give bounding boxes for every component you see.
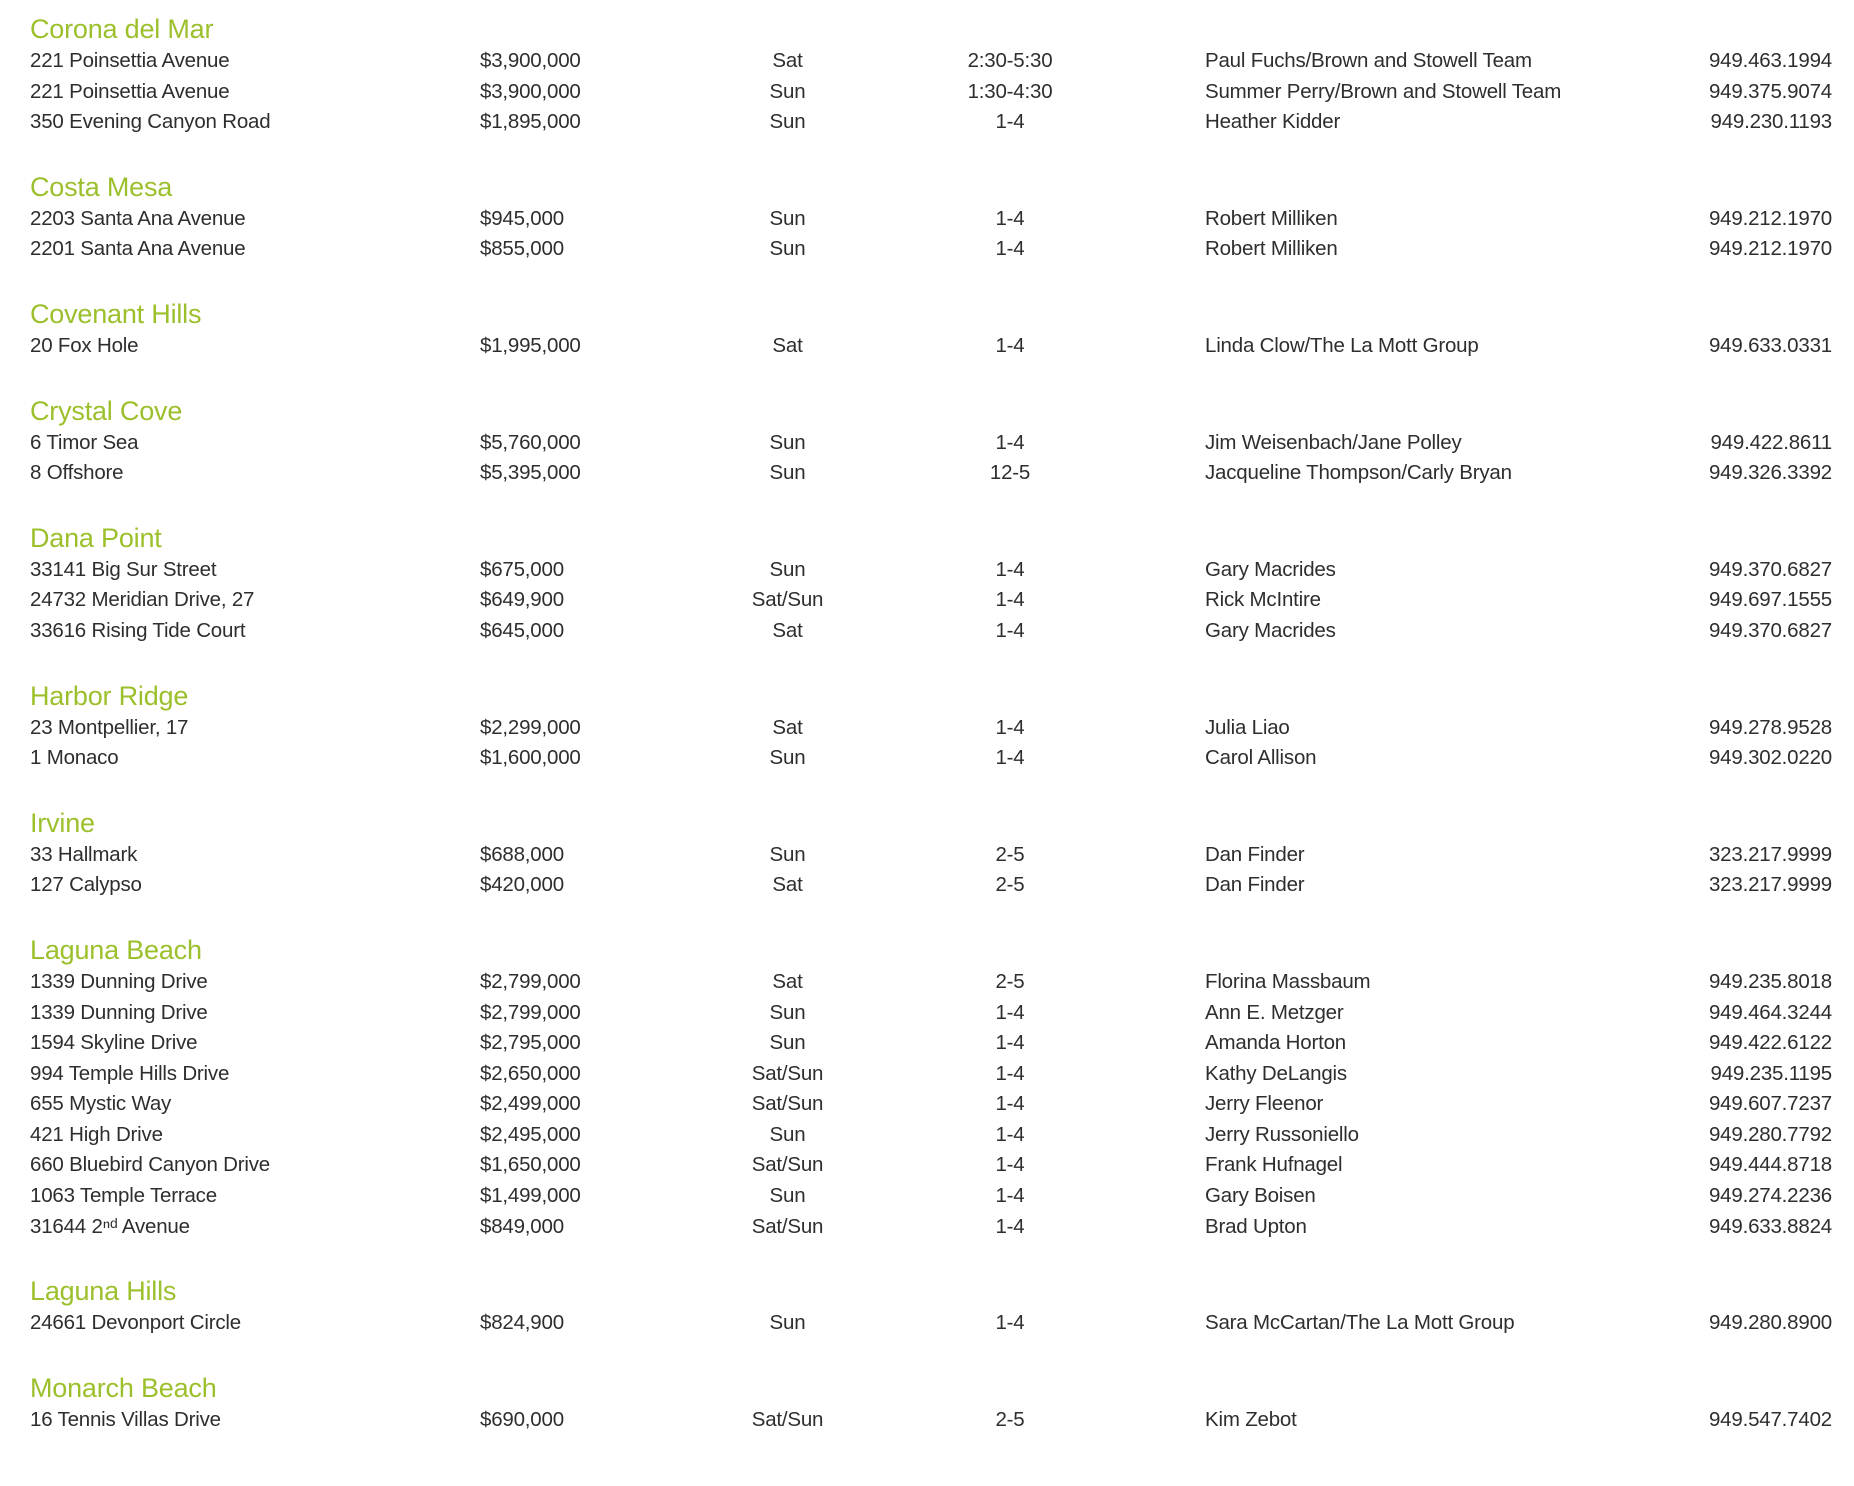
listing-address: 2201 Santa Ana Avenue [30, 237, 246, 261]
listing-agent: Sara McCartan/The La Mott Group [1205, 1311, 1515, 1335]
listing-row [30, 840, 1832, 871]
listing-row [30, 1212, 1832, 1243]
listing-price: $824,900 [480, 1311, 564, 1335]
listing-time: 1-4 [995, 588, 1025, 612]
section-rows [30, 428, 1832, 489]
listing-time: 1-4 [995, 1122, 1025, 1146]
city-section [30, 297, 1832, 362]
listing-time: 1-4 [995, 715, 1025, 739]
listing-row [30, 585, 1832, 616]
listing-price: $675,000 [480, 557, 564, 581]
listing-address: 221 Poinsettia Avenue [30, 49, 230, 72]
listing-agent: Dan Finder [1205, 842, 1305, 866]
listing-row [30, 743, 1832, 774]
listing-phone: 949.230.1193 [1710, 110, 1832, 134]
listing-agent: Robert Milliken [1205, 206, 1338, 230]
section-rows [30, 967, 1832, 1242]
listing-row [30, 1308, 1832, 1339]
listing-price: $420,000 [480, 873, 564, 897]
listing-time: 1-4 [995, 206, 1025, 230]
listing-address: 33 Hallmark [30, 842, 138, 866]
listing-time: 1-4 [995, 1031, 1025, 1055]
section-rows [30, 1308, 1832, 1339]
listing-time: 1-4 [995, 237, 1025, 261]
listing-address: 8 Offshore [30, 461, 124, 485]
listing-phone: 949.547.7402 [1708, 1407, 1832, 1431]
listing-phone: 949.326.3392 [1708, 461, 1832, 485]
listing-day: Sun [769, 461, 806, 485]
listing-time: 1-4 [995, 1184, 1025, 1208]
listing-price: $2,650,000 [480, 1061, 581, 1085]
listing-phone: 949.463.1994 [1708, 49, 1832, 72]
city-section-title: Corona del Mar [30, 14, 214, 44]
listing-price: $2,799,000 [480, 969, 581, 993]
listing-time: 1-4 [995, 618, 1025, 642]
listing-price: $3,900,000 [480, 79, 581, 103]
listing-agent: Jim Weisenbach/Jane Polley [1205, 430, 1462, 454]
city-section [30, 679, 1832, 774]
listing-time: 1-4 [995, 430, 1025, 454]
listing-phone: 949.633.0331 [1708, 333, 1832, 357]
listing-agent: Linda Clow/The La Mott Group [1205, 333, 1479, 357]
listing-agent: Paul Fuchs/Brown and Stowell Team [1205, 49, 1532, 72]
listing-address: 33616 Rising Tide Court [30, 618, 246, 642]
listing-phone: 949.444.8718 [1708, 1153, 1832, 1177]
listing-day: Sat/Sun [751, 588, 824, 612]
listing-address: 2203 Santa Ana Avenue [30, 206, 246, 230]
listing-time: 1-4 [995, 1311, 1025, 1335]
listing-row [30, 1059, 1832, 1090]
listing-day: Sun [769, 206, 806, 230]
city-section-title: Costa Mesa [30, 171, 173, 202]
listing-day: Sat/Sun [751, 1061, 824, 1085]
listing-address: 127 Calypso [30, 873, 142, 897]
listing-address: 1339 Dunning Drive [30, 969, 208, 993]
listing-phone: 949.280.7792 [1708, 1122, 1832, 1146]
listing-address: 1339 Dunning Drive [30, 1000, 208, 1024]
listing-time: 1-4 [995, 1061, 1025, 1085]
listing-row [30, 331, 1832, 362]
listing-day: Sat/Sun [751, 1092, 824, 1116]
listing-phone: 949.370.6827 [1708, 557, 1832, 581]
section-rows [30, 1405, 1832, 1436]
city-section [30, 170, 1832, 265]
listing-agent: Kim Zebot [1205, 1407, 1297, 1431]
listing-time: 2:30-5:30 [967, 49, 1053, 72]
listing-row [30, 234, 1832, 265]
listing-day: Sun [769, 1122, 806, 1146]
listing-address: 655 Mystic Way [30, 1092, 172, 1116]
listing-time: 1-4 [995, 1214, 1025, 1238]
listing-agent: Gary Boisen [1205, 1184, 1316, 1208]
listing-phone: 949.633.8824 [1708, 1214, 1832, 1238]
listing-agent: Jacqueline Thompson/Carly Bryan [1205, 461, 1512, 485]
listing-address: 1063 Temple Terrace [30, 1184, 217, 1208]
section-rows [30, 204, 1832, 265]
listing-day: Sun [769, 1031, 806, 1055]
listing-address: 31644 2ⁿᵈ Avenue [30, 1214, 190, 1238]
listing-time: 1:30-4:30 [967, 79, 1053, 103]
listing-time: 2-5 [995, 1407, 1025, 1431]
listing-time: 1-4 [995, 1153, 1025, 1177]
city-section [30, 521, 1832, 647]
listing-row [30, 46, 1832, 77]
listing-day: Sat [772, 873, 803, 897]
listing-row [30, 1405, 1832, 1436]
listing-day: Sat [772, 969, 803, 993]
listing-price: $2,299,000 [480, 715, 581, 739]
listing-agent: Amanda Horton [1205, 1031, 1346, 1055]
listing-time: 2-5 [995, 969, 1025, 993]
listing-row [30, 713, 1832, 744]
city-section [30, 933, 1832, 1242]
listing-price: $1,650,000 [480, 1153, 581, 1177]
listing-phone: 949.278.9528 [1708, 715, 1832, 739]
listing-phone: 949.422.8611 [1710, 430, 1832, 454]
listing-phone: 323.217.9999 [1708, 842, 1832, 866]
listing-price: $5,760,000 [480, 430, 581, 454]
listing-price: $2,799,000 [480, 1000, 581, 1024]
listing-agent: Carol Allison [1205, 746, 1317, 770]
listing-address: 221 Poinsettia Avenue [30, 79, 230, 103]
listing-phone: 949.370.6827 [1708, 618, 1832, 642]
listing-address: 1594 Skyline Drive [30, 1031, 198, 1055]
city-section-title: Monarch Beach [30, 1372, 217, 1403]
listing-phone: 949.375.9074 [1708, 79, 1832, 103]
listing-agent: Jerry Fleenor [1205, 1092, 1324, 1116]
listing-phone: 949.274.2236 [1708, 1184, 1832, 1208]
listing-address: 16 Tennis Villas Drive [30, 1407, 221, 1431]
listing-row [30, 204, 1832, 235]
listing-day: Sat/Sun [751, 1214, 824, 1238]
listing-row [30, 77, 1832, 108]
listing-phone: 949.302.0220 [1708, 746, 1832, 770]
listing-day: Sat/Sun [751, 1407, 824, 1431]
listing-row [30, 428, 1832, 459]
listing-day: Sun [769, 1184, 806, 1208]
listing-phone: 949.697.1555 [1708, 588, 1832, 612]
city-section-title: Irvine [30, 807, 95, 838]
listing-time: 1-4 [995, 333, 1025, 357]
city-section [30, 394, 1832, 489]
listing-phone: 949.235.1195 [1710, 1061, 1832, 1085]
listing-address: 20 Fox Hole [30, 333, 139, 357]
listing-day: Sat [772, 618, 803, 642]
listing-price: $945,000 [480, 206, 564, 230]
listing-agent: Florina Massbaum [1205, 969, 1371, 993]
listing-day: Sun [769, 842, 806, 866]
listing-row [30, 616, 1832, 647]
listing-phone: 323.217.9999 [1708, 873, 1832, 897]
listing-address: 23 Montpellier, 17 [30, 715, 189, 739]
listing-agent: Frank Hufnagel [1205, 1153, 1343, 1177]
listing-price: $1,600,000 [480, 746, 581, 770]
listing-address: 421 High Drive [30, 1122, 163, 1146]
listing-phone: 949.280.8900 [1708, 1311, 1832, 1335]
listing-price: $1,895,000 [480, 110, 581, 134]
listing-row [30, 1120, 1832, 1151]
listing-address: 994 Temple Hills Drive [30, 1061, 230, 1085]
city-section-title: Crystal Cove [30, 395, 183, 426]
listing-address: 350 Evening Canyon Road [30, 110, 271, 134]
listing-price: $849,000 [480, 1214, 564, 1238]
city-section [30, 806, 1832, 901]
listing-day: Sun [769, 746, 806, 770]
section-rows [30, 331, 1832, 362]
listing-price: $645,000 [480, 618, 564, 642]
city-section-title: Dana Point [30, 522, 162, 553]
city-section-title: Covenant Hills [30, 298, 202, 329]
listing-phone: 949.422.6122 [1708, 1031, 1832, 1055]
listing-day: Sat [772, 715, 803, 739]
listing-price: $5,395,000 [480, 461, 581, 485]
listing-agent: Gary Macrides [1205, 618, 1336, 642]
listing-address: 6 Timor Sea [30, 430, 139, 454]
listing-day: Sat [772, 49, 803, 72]
city-section-title: Harbor Ridge [30, 680, 189, 711]
listing-row [30, 967, 1832, 998]
listing-agent: Jerry Russoniello [1205, 1122, 1359, 1146]
city-section-title: Laguna Hills [30, 1276, 177, 1307]
listing-time: 1-4 [995, 1092, 1025, 1116]
listing-time: 2-5 [995, 873, 1025, 897]
listing-address: 33141 Big Sur Street [30, 557, 217, 581]
listing-agent: Kathy DeLangis [1205, 1061, 1347, 1085]
listing-row [30, 870, 1832, 901]
listing-time: 1-4 [995, 746, 1025, 770]
listing-row [30, 1028, 1832, 1059]
listing-price: $1,499,000 [480, 1184, 581, 1208]
city-section [30, 1371, 1832, 1436]
listing-row [30, 458, 1832, 489]
listing-time: 1-4 [995, 1000, 1025, 1024]
listing-phone: 949.464.3244 [1708, 1000, 1832, 1024]
section-rows [30, 840, 1832, 901]
listing-phone: 949.212.1970 [1708, 237, 1832, 261]
listing-day: Sat/Sun [751, 1153, 824, 1177]
listing-phone: 949.212.1970 [1708, 206, 1832, 230]
listing-row [30, 1089, 1832, 1120]
listing-price: $688,000 [480, 842, 564, 866]
section-rows [30, 713, 1832, 774]
listing-agent: Summer Perry/Brown and Stowell Team [1205, 79, 1562, 103]
listing-row [30, 1181, 1832, 1212]
listing-day: Sun [769, 237, 806, 261]
listing-price: $2,495,000 [480, 1122, 581, 1146]
listing-agent: Rick McIntire [1205, 588, 1321, 612]
listing-price: $649,900 [480, 588, 564, 612]
listing-price: $855,000 [480, 237, 564, 261]
city-section [30, 12, 1832, 138]
listing-agent: Ann E. Metzger [1205, 1000, 1344, 1024]
listing-price: $1,995,000 [480, 333, 581, 357]
listing-agent: Robert Milliken [1205, 237, 1338, 261]
listing-day: Sun [769, 557, 806, 581]
listing-day: Sun [769, 1000, 806, 1024]
listing-address: 660 Bluebird Canyon Drive [30, 1153, 270, 1177]
listing-day: Sun [769, 110, 806, 134]
listing-time: 1-4 [995, 110, 1025, 134]
listing-agent: Gary Macrides [1205, 557, 1336, 581]
listing-day: Sat [772, 333, 803, 357]
listing-agent: Dan Finder [1205, 873, 1305, 897]
listing-time: 1-4 [995, 557, 1025, 581]
city-section [30, 1274, 1832, 1339]
listing-address: 1 Monaco [30, 746, 119, 770]
listing-phone: 949.607.7237 [1708, 1092, 1832, 1116]
listing-row [30, 998, 1832, 1029]
section-rows [30, 46, 1832, 138]
listing-price: $3,900,000 [480, 49, 581, 72]
listing-row [30, 555, 1832, 586]
listing-address: 24732 Meridian Drive, 27 [30, 588, 255, 612]
listing-day: Sun [769, 1311, 806, 1335]
listing-time: 12-5 [989, 461, 1031, 485]
listing-row [30, 107, 1832, 138]
listing-day: Sun [769, 79, 806, 103]
listing-agent: Julia Liao [1205, 715, 1290, 739]
listing-price: $2,795,000 [480, 1031, 581, 1055]
listing-agent: Brad Upton [1205, 1214, 1307, 1238]
listing-address: 24661 Devonport Circle [30, 1311, 241, 1335]
listing-price: $2,499,000 [480, 1092, 581, 1116]
listing-day: Sun [769, 430, 806, 454]
listing-agent: Heather Kidder [1205, 110, 1341, 134]
listing-price: $690,000 [480, 1407, 564, 1431]
listing-row [30, 1150, 1832, 1181]
city-section-title: Laguna Beach [30, 934, 202, 965]
listing-time: 2-5 [995, 842, 1025, 866]
section-rows [30, 555, 1832, 647]
listing-phone: 949.235.8018 [1708, 969, 1832, 993]
